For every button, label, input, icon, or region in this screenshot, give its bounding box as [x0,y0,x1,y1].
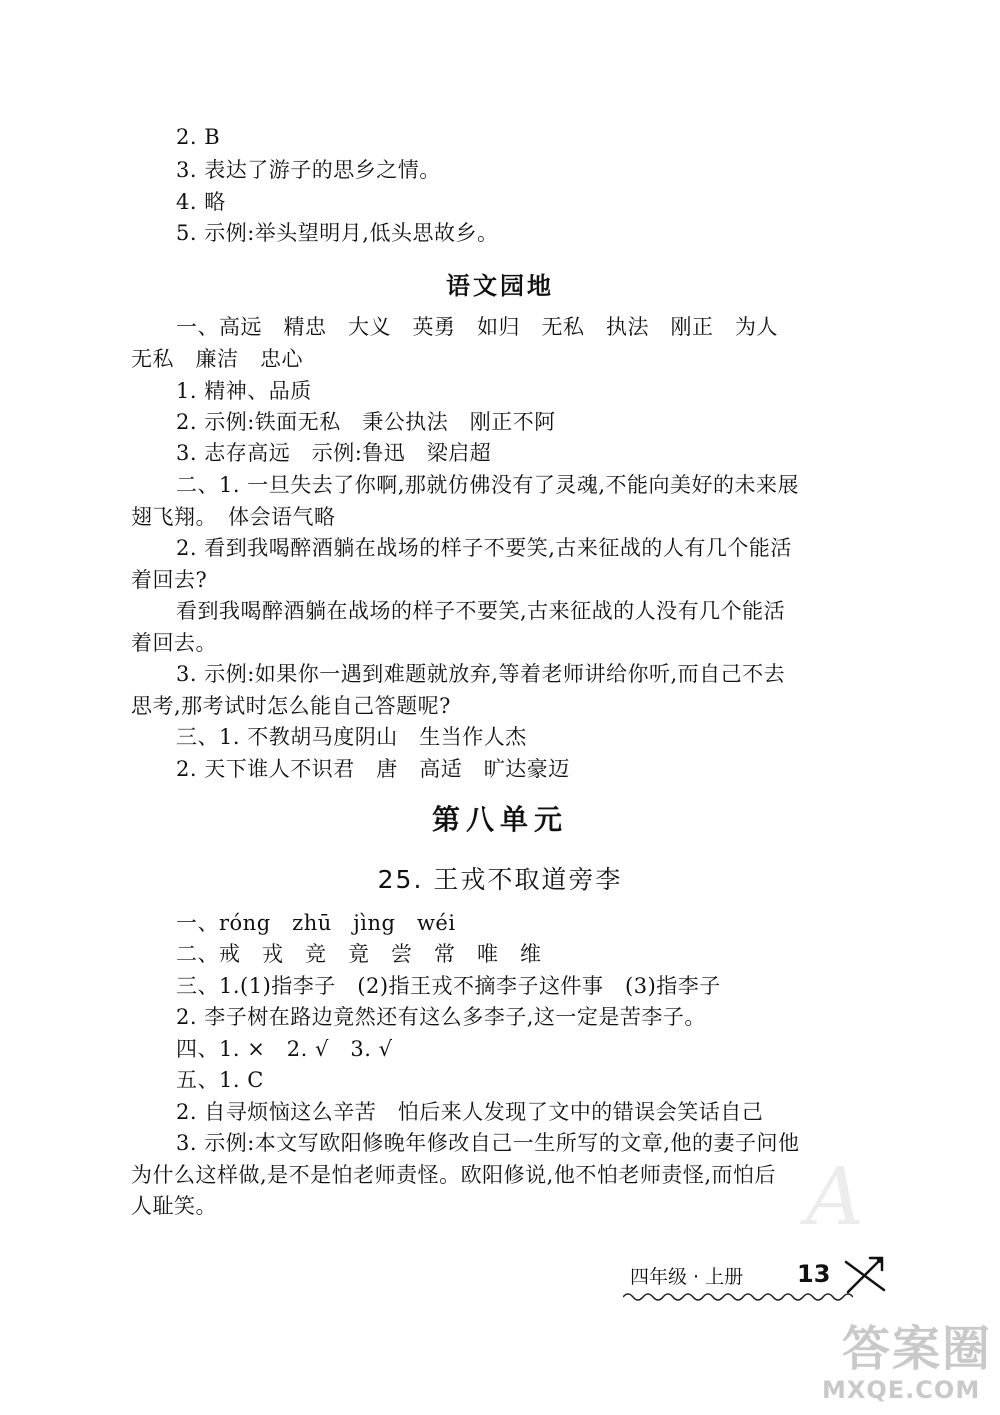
answer-line: 3. 示例:如果你一遇到难题就放弃,等着老师讲给你听,而自己不去 [176,662,786,686]
lesson-title: 25. 王戎不取道旁李 [377,865,623,894]
watermark-url: MXQE.COM [822,1376,981,1404]
page-number: 13 [797,1260,831,1288]
answer-line: 1. 精神、品质 [176,379,312,403]
answer-line: 五、1. C [176,1068,264,1092]
answer-line: 2. 李子树在路边竟然还有这么多李子,这一定是苦李子。 [176,1005,706,1029]
wavy-underline [623,1290,853,1304]
airplane-icon [840,1250,890,1300]
answer-line: 着回去? [131,568,208,592]
unit-title: 第八单元 [431,803,568,836]
answer-line: 2. 看到我喝醉酒躺在战场的样子不要笑,古来征战的人有几个能活 [176,536,792,560]
answer-line: 2. 示例:铁面无私 秉公执法 刚正不阿 [176,410,556,434]
answer-line: 一、高远 精忠 大义 英勇 如归 无私 执法 刚正 为人 [176,315,778,339]
answer-line: 3. 志存高远 示例:鲁迅 梁启超 [176,441,492,465]
faint-letter-watermark: A [806,1150,864,1243]
answer-line: 人耻笑。 [131,1194,217,1218]
answer-line: 3. 表达了游子的思乡之情。 [176,158,441,182]
answer-line: 四、1. × 2. √ 3. √ [176,1037,393,1061]
answer-line: 2. 天下谁人不识君 唐 高适 旷达豪迈 [176,757,570,781]
answer-line: 三、1. 不教胡马度阴山 生当作人杰 [176,725,527,749]
answer-line: 二、戒 戎 竞 竟 尝 常 唯 维 [176,942,542,966]
answer-line: 二、1. 一旦失去了你啊,那就仿佛没有了灵魂,不能向美好的未来展 [176,473,800,497]
answer-line: 2. B [176,125,221,149]
answer-line: 2. 自寻烦恼这么辛苦 怕后来人发现了文中的错误会笑话自己 [176,1100,764,1124]
answer-line: 4. 略 [176,190,226,214]
answer-line: 着回去。 [131,631,217,655]
answer-line: 看到我喝醉酒躺在战场的样子不要笑,古来征战的人没有几个能活 [176,599,786,623]
answer-line: 翅飞翔。 体会语气略 [131,505,336,529]
answer-line: 一、róng zhū jìng wéi [176,911,456,935]
answer-line: 5. 示例:举头望明月,低头思故乡。 [176,221,499,245]
answer-line: 思考,那考试时怎么能自己答题呢? [131,694,451,718]
watermark-logo-text: 答案圈 [842,1321,993,1377]
grade-label: 四年级 · 上册 [630,1266,744,1288]
section-title-yuwen-yuandi: 语文园地 [446,272,554,300]
answer-line: 3. 示例:本文写欧阳修晚年修改自己一生所写的文章,他的妻子问他 [176,1131,800,1155]
answer-line: 为什么这样做,是不是怕老师责怪。欧阳修说,他不怕老师责怪,而怕后 [131,1163,777,1187]
answer-line: 无私 廉洁 忠心 [131,347,303,371]
answer-line: 三、1.(1)指李子 (2)指王戎不摘李子这件事 (3)指李子 [176,974,721,998]
